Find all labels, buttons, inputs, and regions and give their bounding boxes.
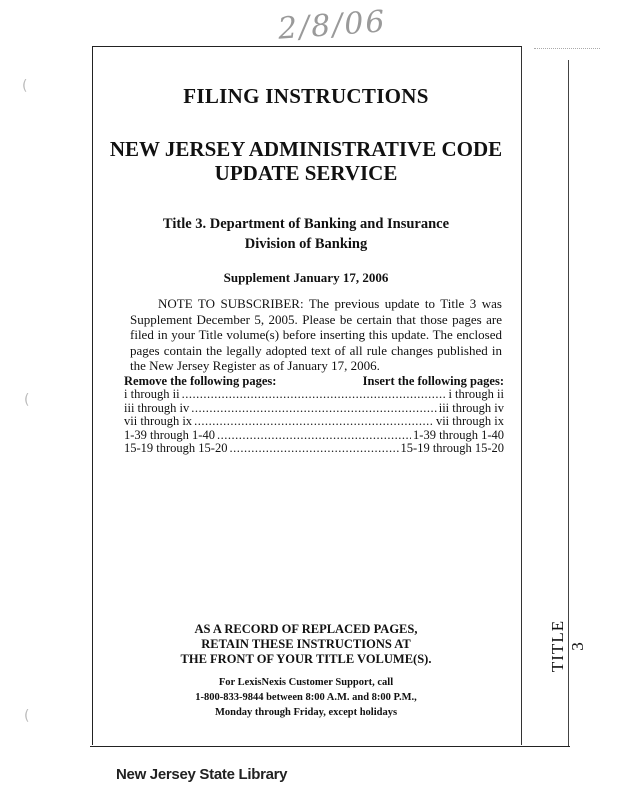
support-line3: Monday through Friday, except holidays — [214, 707, 398, 718]
punch-hole-mark: ( — [22, 78, 28, 94]
code-title — [92, 137, 520, 185]
record-instructions — [92, 622, 520, 667]
support-line2: 1-800-833-9844 between 8:00 A.M. and 8:00 P.M., — [195, 692, 417, 703]
remove-header: Remove the following pages: — [124, 374, 277, 388]
insert-pages: iii through iv — [438, 401, 504, 415]
record-line3: THE FRONT OF YOUR TITLE VOLUME(S). — [180, 652, 432, 666]
table-row — [124, 429, 504, 443]
customer-support — [92, 675, 520, 720]
insert-pages: 15-19 through 15-20 — [400, 442, 504, 456]
tab-top-rule — [534, 48, 600, 49]
table-row — [124, 415, 504, 429]
title-line2: Division of Banking — [244, 236, 368, 252]
insert-pages: 1-39 through 1-40 — [413, 428, 504, 442]
dot-leader — [229, 442, 398, 456]
remove-pages: vii through ix — [124, 415, 193, 429]
title-department — [92, 214, 520, 254]
note-lead: NOTE TO SUBSCRIBER: — [158, 296, 304, 311]
library-stamp: New Jersey State Library — [116, 766, 288, 783]
table-header — [124, 374, 504, 388]
filing-instructions-title: FILING INSTRUCTIONS — [183, 84, 429, 108]
supplement-date: Supplement January 17, 2006 — [223, 270, 389, 285]
table-row — [124, 442, 504, 456]
insert-header: Insert the following pages: — [362, 374, 504, 388]
note-body: The previous update to Title 3 was Supplement December 5, 2005. Please be certain that those pages are filed in your Title volume(s) before inserting this update. The enclosed pages contain the legally adopted text of all rule changes published in the New Jersey Register as of January 17, 2006. — [130, 296, 502, 373]
code-title-line1: NEW JERSEY ADMINISTRATIVE CODE — [109, 137, 503, 161]
page-replacement-table — [124, 374, 504, 456]
title-tab-label: TITLE 3 — [548, 619, 587, 673]
dot-leader — [194, 415, 434, 429]
remove-pages: 15-19 through 15-20 — [124, 442, 228, 456]
subscriber-note — [130, 296, 502, 374]
punch-hole-mark: ( — [24, 708, 30, 724]
record-line1: AS A RECORD OF REPLACED PAGES, — [194, 622, 418, 636]
code-title-line2: UPDATE SERVICE — [214, 161, 398, 185]
dot-leader — [182, 388, 447, 402]
bottom-rule — [90, 746, 570, 747]
title-line1: Title 3. Department of Banking and Insurance — [162, 216, 450, 232]
record-line2: RETAIN THESE INSTRUCTIONS AT — [201, 637, 411, 651]
remove-pages: i through ii — [124, 388, 180, 401]
table-row — [124, 388, 504, 402]
dot-leader — [191, 402, 436, 416]
handwritten-date: 2/8/06 — [276, 4, 388, 47]
remove-pages: iii through iv — [124, 401, 190, 415]
insert-pages: i through ii — [448, 388, 504, 401]
table-row — [124, 402, 504, 416]
remove-pages: 1-39 through 1-40 — [124, 428, 215, 442]
punch-hole-mark: ( — [24, 392, 30, 408]
support-line1: For LexisNexis Customer Support, call — [218, 677, 394, 688]
insert-pages: vii through ix — [435, 415, 504, 429]
dot-leader — [217, 429, 411, 443]
